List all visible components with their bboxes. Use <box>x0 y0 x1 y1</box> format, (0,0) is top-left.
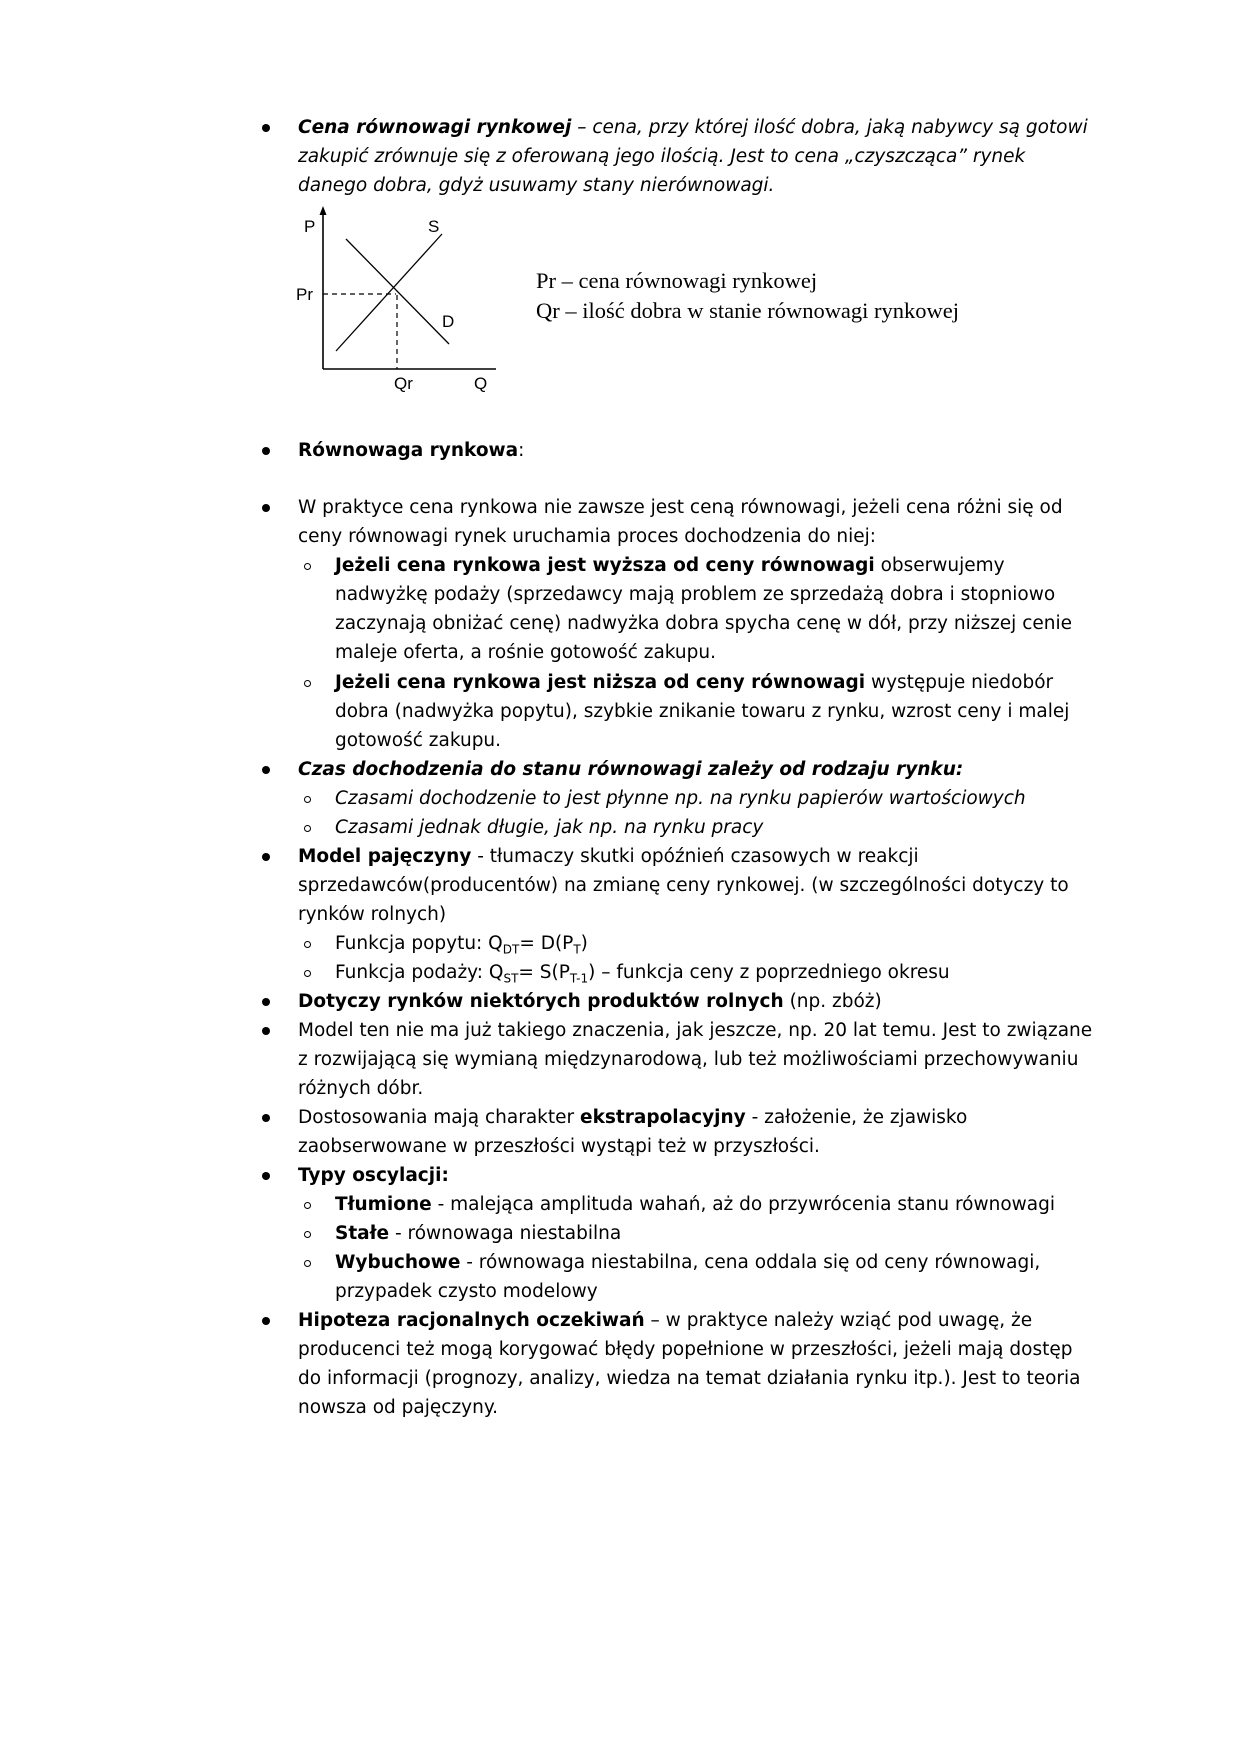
sub-bullet <box>304 825 311 832</box>
supply-line <box>336 234 442 351</box>
sub-bullet <box>304 941 311 948</box>
label-pr: Pr <box>296 285 313 304</box>
list-item-practice <box>298 493 1098 755</box>
paragraph-text: - tłumaczy skutki opóźnień czasowych w reakcji sprzedawców(producentów) na zmianę ceny rynkowej. (w szczególności dotyczy to rynków rolnych) <box>298 846 1069 925</box>
paragraph-text: (np. zbóż) <box>783 991 882 1012</box>
paragraph-text: Model ten nie ma już takiego znaczenia, jak jeszcze, np. 20 lat temu. Jest to związane z rozwijającą się wymianą międzynarodową, lub też możliwościami przechowywaniu różnych dóbr. <box>298 1020 1093 1099</box>
label-q: Q <box>474 374 488 393</box>
list-item-market-equilibrium <box>298 436 1098 465</box>
term: Cena równowagi rynkowej <box>298 117 572 138</box>
formula-part: ) <box>580 933 588 954</box>
formula-part: Funkcja podaży: Q <box>335 962 504 983</box>
term: Model pajęczyny <box>298 846 472 867</box>
sub-bullet <box>304 970 311 977</box>
term: Wybuchowe <box>335 1252 461 1273</box>
legend-qr: Qr – ilość dobra w stanie równowagi rynkowej <box>536 298 960 323</box>
bullet <box>262 998 270 1006</box>
paragraph-text: - założenie, że zjawisko zaobserwowane w przeszłości wystąpi też w przyszłości. <box>298 1107 968 1157</box>
bullet <box>262 1172 270 1180</box>
list-item-oscillation-types <box>298 1161 1098 1306</box>
list-item-rational-expectations <box>298 1306 1098 1422</box>
term: Dotyczy rynków niektórych produktów rolnych <box>298 991 784 1012</box>
demand-line <box>346 239 449 344</box>
sub-text: obserwujemy nadwyżkę podaży (sprzedawcy mają problem ze sprzedażą dobra i stopniowo zaczynają obniżać cenę) nadwyżka dobra spycha cenę w dół, przy niższej cenie maleje oferta, a rośnie gotowość zakupu. <box>335 555 1073 663</box>
term: Jeżeli cena rynkowa jest wyższa od ceny równowagi <box>335 555 875 576</box>
sub-item-smooth <box>335 784 1098 813</box>
sub-item-demand-function <box>335 929 1098 958</box>
paragraph-text: – w praktyce należy wziąć pod uwagę, że producenci też mogą korygować błędy popełnione w przeszłości, jeżeli mają dostęp do informacji (prognozy, analizy, wiedza na temat działania rynku itp.). Jest to teoria nowsza od pajęczyny. <box>298 1310 1081 1418</box>
sub-item-constant <box>335 1219 1098 1248</box>
sub-item-damped <box>335 1190 1098 1219</box>
bullet <box>262 1114 270 1122</box>
bullet <box>262 1027 270 1035</box>
document-content <box>298 113 1098 1422</box>
formula-subscript: T-1 <box>569 971 589 986</box>
sub-item-long <box>335 813 1098 842</box>
sub-item-higher-price <box>335 551 1098 667</box>
list-item-model-significance <box>298 1016 1098 1103</box>
y-axis-arrow <box>320 206 327 215</box>
supply-demand-diagram <box>296 204 536 404</box>
term: Jeżeli cena rynkowa jest niższa od ceny równowagi <box>335 672 866 693</box>
term: Hipoteza racjonalnych oczekiwań <box>298 1310 645 1331</box>
formula-part: Funkcja popytu: Q <box>335 933 503 954</box>
label-qr: Qr <box>394 374 413 393</box>
formula-subscript: DT <box>502 942 520 957</box>
sub-bullet <box>304 796 311 803</box>
bullet <box>262 853 270 861</box>
sub-text: - równowaga niestabilna, cena oddala się od ceny równowagi, przypadek czysto modelowy <box>335 1252 1041 1302</box>
formula-part: ) – funkcja ceny z poprzedniego okresu <box>588 962 950 983</box>
term: Typy oscylacji: <box>298 1165 449 1186</box>
term: Stałe <box>335 1223 390 1244</box>
term: ekstrapolacyjny <box>580 1107 746 1128</box>
sub-bullet <box>304 1260 311 1267</box>
paragraph-text: – cena, przy której ilość dobra, jaką nabywcy są gotowi zakupić zrównuje się z oferowaną jego ilością. Jest to cena „czyszcząca” rynek danego dobra, gdyż usuwamy stany nierównowagi. <box>298 117 1088 196</box>
list-item-equilibrium-price <box>298 113 1098 200</box>
sub-text: Czasami dochodzenie to jest płynne np. na rynku papierów wartościowych <box>335 788 1026 809</box>
formula-subscript: ST <box>503 971 519 986</box>
term: Czas dochodzenia do stanu równowagi zależy od rodzaju rynku: <box>298 759 964 780</box>
bullet <box>262 1317 270 1325</box>
sub-item-lower-price <box>335 668 1098 755</box>
sub-text: występuje niedobór dobra (nadwyżka popytu), szybkie znikanie towaru z rynku, wzrost ceny i malej gotowość zakupu. <box>335 672 1070 751</box>
label-s: S <box>428 217 440 236</box>
list-item-cobweb-model <box>298 842 1098 987</box>
sub-text: - malejąca amplituda wahań, aż do przywrócenia stanu równowagi <box>431 1194 1055 1215</box>
bullet <box>262 504 270 512</box>
sub-bullet <box>304 680 311 687</box>
list-item-agricultural <box>298 987 1098 1016</box>
sub-item-explosive <box>335 1248 1098 1306</box>
formula-subscript: T <box>573 942 581 957</box>
list-item-adjustment-time <box>298 755 1098 842</box>
bullet <box>262 766 270 774</box>
sub-bullet <box>304 1202 311 1209</box>
term: Równowaga rynkowa <box>298 440 519 461</box>
colon: : <box>518 440 525 461</box>
term: Tłumione <box>335 1194 432 1215</box>
label-d: D <box>442 312 455 331</box>
bullet <box>262 447 270 455</box>
formula-part: = D(P <box>519 933 574 954</box>
label-p: P <box>304 217 316 236</box>
sub-text: Czasami jednak długie, jak np. na rynku pracy <box>335 817 764 838</box>
sub-text: - równowaga niestabilna <box>389 1223 622 1244</box>
formula-part: = S(P <box>518 962 570 983</box>
legend-pr: Pr – cena równowagi rynkowej <box>536 268 818 293</box>
list-item-extrapolative <box>298 1103 1098 1161</box>
paragraph-text: W praktyce cena rynkowa nie zawsze jest ceną równowagi, jeżeli cena różni się od ceny równowagi rynek uruchamia proces dochodzenia do niej: <box>298 497 1063 547</box>
sub-item-supply-function <box>335 958 1098 987</box>
spacer <box>298 465 1098 493</box>
paragraph-text: Dostosowania mają charakter <box>298 1107 581 1128</box>
diagram-legend <box>536 266 959 326</box>
sub-bullet <box>304 563 311 570</box>
bullet <box>262 124 270 132</box>
equilibrium-diagram-row <box>298 204 1098 436</box>
sub-bullet <box>304 1231 311 1238</box>
